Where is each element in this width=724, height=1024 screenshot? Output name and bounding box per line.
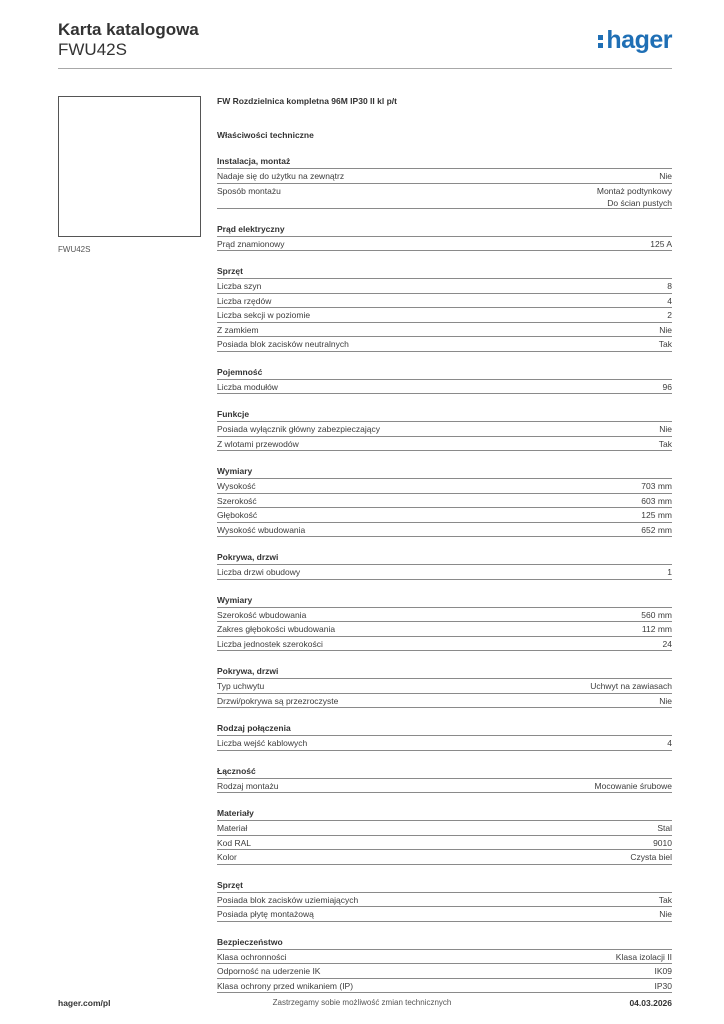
spec-table — [217, 778, 672, 794]
spec-label: Liczba szyn — [217, 281, 262, 291]
spec-group-title: Sprzęt — [217, 879, 243, 890]
spec-table — [217, 678, 672, 708]
spec-row — [217, 963, 672, 978]
spec-group-title: Wymiary — [217, 594, 253, 605]
spec-label: Liczba jednostek szerokości — [217, 638, 323, 649]
spec-label: Liczba modułów — [217, 381, 278, 392]
spec-group-title: Łączność — [217, 765, 256, 776]
spec-value: 24 — [662, 638, 672, 649]
spec-row — [217, 978, 672, 994]
spec-value: 9010 — [653, 837, 672, 848]
spec-table — [217, 820, 672, 865]
spec-value: Nie — [659, 171, 672, 181]
spec-label: Prąd znamionowy — [217, 238, 285, 249]
spec-value: Nie — [659, 909, 672, 919]
spec-row — [217, 293, 672, 308]
spec-row — [217, 168, 672, 183]
spec-label: Drzwi/pokrywa są przezroczyste — [217, 695, 339, 706]
spec-table — [217, 607, 672, 652]
spec-value: Tak — [658, 339, 672, 349]
spec-label: Liczba rzędów — [217, 295, 272, 306]
spec-value: 2 — [667, 310, 672, 320]
product-image-caption: FWU42S — [58, 245, 91, 254]
spec-label: Nadaje się do użytku na zewnątrz — [217, 171, 345, 181]
spec-row — [217, 820, 672, 835]
spec-value: Czysta biel — [630, 852, 672, 862]
spec-table — [217, 379, 672, 395]
spec-label: Wysokość — [217, 481, 256, 491]
spec-label: Posiada blok zacisków neutralnych — [217, 339, 349, 349]
spec-table — [217, 735, 672, 751]
spec-groups — [217, 155, 672, 993]
spec-value: 96 — [662, 381, 672, 392]
spec-label: Z wlotami przewodów — [217, 438, 299, 449]
spec-row — [217, 849, 672, 865]
spec-row — [217, 478, 672, 493]
spec-label: Rodzaj montażu — [217, 780, 279, 791]
spec-label: Wysokość wbudowania — [217, 524, 306, 535]
product-title: FW Rozdzielnica kompletna 96M IP30 II kl p/t — [217, 96, 397, 106]
spec-value: IP30 — [654, 980, 672, 991]
spec-row — [217, 436, 672, 452]
spec-row — [217, 522, 672, 538]
spec-row — [217, 678, 672, 693]
spec-value: 4 — [667, 295, 672, 306]
spec-label: Szerokość — [217, 495, 257, 506]
spec-group-title: Instalacja, montaż — [217, 156, 291, 166]
spec-row — [217, 564, 672, 580]
spec-row — [217, 336, 672, 352]
spec-value: 1 — [667, 567, 672, 577]
spec-row — [217, 892, 672, 907]
spec-label: Sposób montażu — [217, 185, 281, 196]
spec-value: Klasa izolacji II — [615, 951, 672, 962]
spec-table — [217, 278, 672, 352]
spec-row — [217, 835, 672, 850]
footer-disclaimer: Zastrzegamy sobie możliwość zmian technicznych — [272, 998, 452, 1007]
spec-label: Kolor — [217, 852, 237, 862]
spec-label: Zakres głębokości wbudowania — [217, 624, 336, 634]
spec-label: Kod RAL — [217, 837, 252, 848]
spec-value: 703 mm — [641, 481, 672, 491]
spec-value: 112 mm — [641, 624, 672, 634]
spec-row — [217, 507, 672, 522]
logo-text: hager — [606, 26, 672, 54]
spec-row — [217, 307, 672, 322]
spec-value: Uchwyt na zawiasach — [590, 681, 672, 691]
spec-group-title: Pojemność — [217, 366, 263, 377]
spec-table — [217, 421, 672, 451]
spec-label: Szerokość wbudowania — [217, 609, 307, 620]
spec-table — [217, 478, 672, 537]
spec-content — [217, 95, 672, 993]
spec-label: Posiada blok zacisków uziemiających — [217, 894, 359, 905]
document-title: Karta katalogowa — [58, 20, 199, 39]
spec-label: Typ uchwytu — [217, 681, 265, 691]
spec-table — [217, 949, 672, 994]
spec-group-title: Pokrywa, drzwi — [217, 666, 279, 676]
spec-row — [217, 493, 672, 508]
spec-table — [217, 564, 672, 580]
header-divider — [58, 68, 672, 69]
section-heading: Właściwości techniczne — [217, 130, 314, 140]
spec-value: Nie — [659, 695, 672, 706]
spec-row — [217, 236, 672, 252]
spec-label: Z zamkiem — [217, 324, 259, 335]
spec-table — [217, 236, 672, 252]
spec-group-title: Wymiary — [217, 466, 253, 476]
spec-value: Stal — [657, 823, 672, 833]
spec-table — [217, 168, 672, 209]
spec-group-title: Sprzęt — [217, 266, 243, 276]
spec-label: Posiada wyłącznik główny zabezpieczający — [217, 424, 380, 434]
spec-label: Liczba drzwi obudowy — [217, 567, 301, 577]
spec-group-title: Rodzaj połączenia — [217, 723, 291, 733]
spec-value: IK09 — [654, 966, 672, 976]
spec-group-title: Bezpieczeństwo — [217, 936, 283, 947]
spec-row — [217, 693, 672, 709]
spec-label: Klasa ochronności — [217, 951, 287, 962]
spec-row — [217, 735, 672, 751]
logo-dots-icon — [598, 32, 604, 51]
spec-label: Materiał — [217, 823, 248, 833]
spec-value: Tak — [658, 894, 672, 905]
spec-label: Liczba wejść kablowych — [217, 738, 308, 748]
spec-row — [217, 278, 672, 293]
spec-label: Posiada płytę montażową — [217, 909, 314, 919]
spec-value: 603 mm — [641, 495, 672, 506]
spec-value: 8 — [667, 281, 672, 291]
spec-row — [217, 183, 672, 209]
spec-value: Tak — [658, 438, 672, 449]
spec-group-title: Prąd elektryczny — [217, 223, 285, 234]
spec-row — [217, 322, 672, 337]
spec-value: 560 mm — [641, 609, 672, 620]
spec-table — [217, 892, 672, 922]
spec-row — [217, 379, 672, 395]
hager-logo — [598, 26, 672, 55]
spec-row — [217, 636, 672, 652]
spec-label: Głębokość — [217, 510, 258, 520]
spec-label: Liczba sekcji w poziomie — [217, 310, 311, 320]
spec-value: Mocowanie śrubowe — [594, 780, 672, 791]
spec-row — [217, 421, 672, 436]
spec-row — [217, 949, 672, 964]
spec-row — [217, 621, 672, 636]
product-code: FWU42S — [58, 40, 127, 59]
spec-label: Odporność na uderzenie IK — [217, 966, 321, 976]
spec-value: 125 A — [650, 238, 672, 249]
spec-row — [217, 607, 672, 622]
spec-label: Klasa ochrony przed wnikaniem (IP) — [217, 980, 354, 991]
spec-row — [217, 906, 672, 922]
spec-value: Nie — [659, 424, 672, 434]
spec-value: 652 mm — [641, 524, 672, 535]
spec-value: 125 mm — [641, 510, 672, 520]
spec-value: 4 — [667, 738, 672, 748]
footer-date: 04.03.2026 — [629, 998, 672, 1008]
product-image-placeholder — [58, 96, 201, 237]
spec-group-title: Funkcje — [217, 409, 250, 419]
spec-group-title: Materiały — [217, 808, 254, 818]
spec-row — [217, 778, 672, 794]
footer-website[interactable]: hager.com/pl — [58, 998, 111, 1008]
spec-value: Nie — [659, 324, 672, 335]
spec-value: Montaż podtynkowy Do ścian pustych — [596, 185, 672, 208]
spec-group-title: Pokrywa, drzwi — [217, 552, 279, 562]
